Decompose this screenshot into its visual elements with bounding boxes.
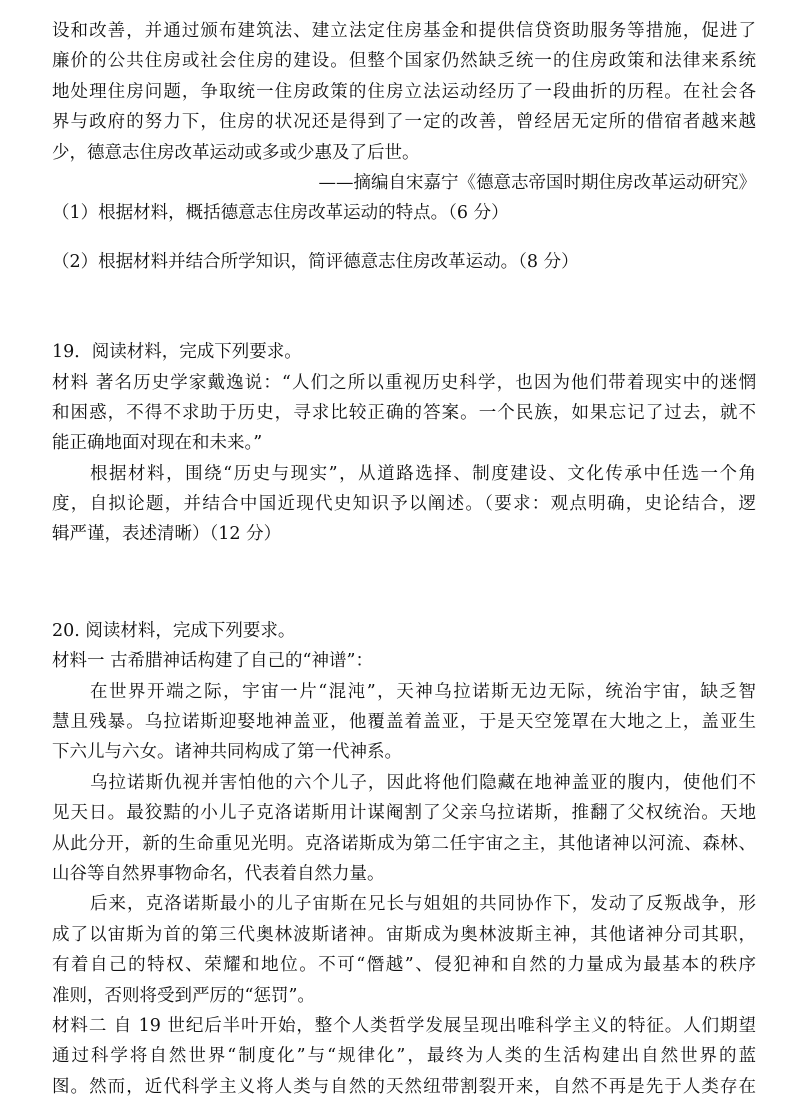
q20-material1-paragraph-2	[52, 768, 756, 890]
text-line: 山谷等自然界事物命名，代表着自然力量。	[52, 863, 385, 884]
text-line: 界与政府的努力下，住房的状况还是得到了一定的改善，曾经居无定所的借宿者越来越	[52, 112, 756, 133]
q20-material2	[52, 1011, 756, 1102]
q18-subquestion-2: （2）根据材料并结合所学知识，简评德意志住房改革运动。（8 分）	[52, 251, 579, 272]
text-line: 乌拉诺斯仇视并害怕他的六个儿子，因此将他们隐藏在地神盖亚的腹内，使他们不	[90, 772, 756, 793]
text-line: 后来，克洛诺斯最小的儿子宙斯在兄长与姐姐的共同协作下，发动了反叛战争，形	[90, 894, 756, 915]
q18-material-tail	[52, 16, 756, 168]
text-line: 廉价的公共住房或社会住房的建设。但整个国家仍然缺乏统一的住房政策和法律来系统	[52, 51, 756, 72]
text-line: 见天日。最狡黠的小儿子克洛诺斯用计谋阉割了父亲乌拉诺斯，推翻了父权统治。天地	[52, 803, 756, 824]
text-line: 下六儿与六女。诸神共同构成了第一代神系。	[52, 742, 402, 763]
q20-heading: 20. 阅读材料，完成下列要求。	[52, 620, 296, 641]
text-line: 和困惑，不得不求助于历史，寻求比较正确的答案。一个民族，如果忘记了过去，就不	[52, 402, 756, 423]
q18-source-citation: ——摘编自宋嘉宁《德意志帝国时期住房改革运动研究》	[318, 172, 756, 193]
text-line: 通过科学将自然世界“制度化”与“规律化”，最终为人类的生活构建出自然世界的蓝	[52, 1046, 756, 1067]
q18-subquestion-1: （1）根据材料，概括德意志住房改革运动的特点。（6 分）	[52, 203, 509, 224]
q20-material1-paragraph-3	[52, 889, 756, 1011]
text-line: 少，德意志住房改革运动或多或少惠及了后世。	[52, 142, 420, 163]
text-line: 地处理住房问题，争取统一住房政策的住房立法运动经历了一段曲折的历程。在社会各	[52, 81, 756, 102]
text-line: 材料二 自 19 世纪后半叶开始，整个人类哲学发展呈现出唯科学主义的特征。人们期望	[52, 1015, 756, 1036]
text-line: 有着自己的特权、荣耀和地位。不可“僭越”、侵犯神和自然的力量成为最基本的秩序	[52, 955, 756, 976]
q20-material1-title: 材料一 古希腊神话构建了自己的“神谱”：	[52, 651, 373, 672]
text-line: 辑严谨，表述清晰）（12 分）	[52, 524, 282, 545]
text-line: 设和改善，并通过颁布建筑法、建立法定住房基金和提供信贷资助服务等措施，促进了	[52, 21, 756, 41]
q19-heading: 19．阅读材料，完成下列要求。	[52, 342, 302, 363]
q19-material	[52, 368, 756, 459]
answer-space	[52, 229, 756, 247]
text-line: 准则，否则将受到严厉的“惩罚”。	[52, 985, 315, 1006]
text-line: 图。然而，近代科学主义将人类与自然的天然纽带割裂开来，自然不再是先于人类存在	[52, 1076, 756, 1097]
text-line: 度，自拟论题，并结合中国近现代史知识予以阐述。（要求：观点明确，史论结合，逻	[52, 494, 756, 515]
q20-material1-paragraph-1	[52, 677, 756, 768]
answer-space	[52, 550, 756, 616]
q19-task	[52, 459, 756, 550]
text-line: 能正确地面对现在和未来。”	[52, 433, 263, 454]
text-line: 在世界开端之际，宇宙一片“混沌”，天神乌拉诺斯无边无际，统治宇宙，缺乏智	[90, 681, 756, 702]
text-line: 从此分开，新的生命重见光明。克洛诺斯成为第二任宇宙之主，其他诸神以河流、森林、	[52, 833, 756, 854]
answer-space	[52, 277, 756, 337]
exam-page	[52, 16, 756, 1102]
text-line: 成了以宙斯为首的第三代奥林波斯诸神。宙斯成为奥林波斯主神，其他诸神分司其职，	[52, 924, 756, 945]
text-line: 慧且残暴。乌拉诺斯迎娶地神盖亚，他覆盖着盖亚，于是天空笼罩在大地之上，盖亚生	[52, 712, 756, 733]
text-line: 材料 著名历史学家戴逸说：“人们之所以重视历史科学，也因为他们带着现实中的迷惘	[52, 372, 756, 393]
text-line: 根据材料，围绕“历史与现实”，从道路选择、制度建设、文化传承中任选一个角	[90, 463, 756, 484]
